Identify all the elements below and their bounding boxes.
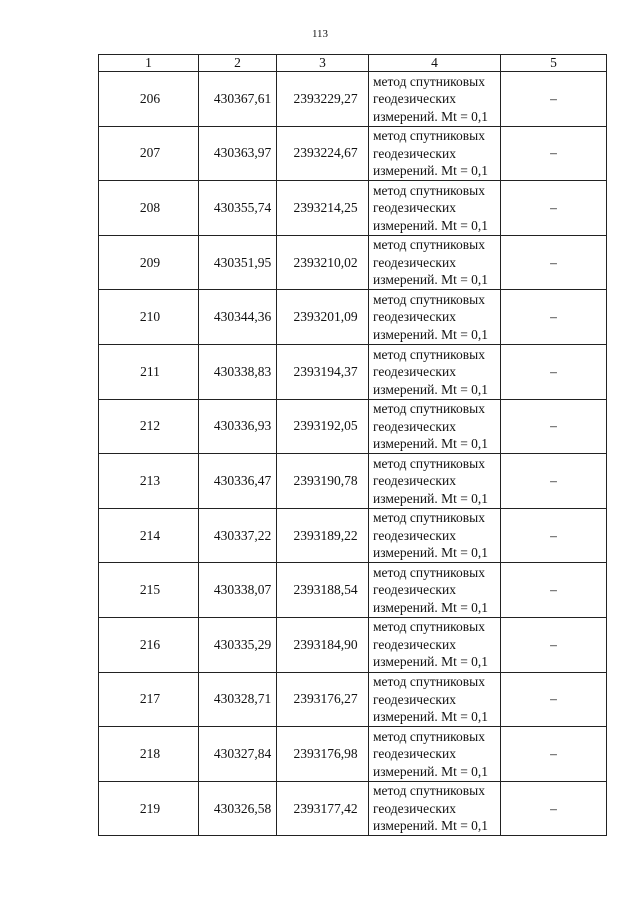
method-line: измерений. Mt = 0,1 [373,108,489,124]
method-description [369,290,501,345]
table-row [99,508,607,563]
point-number: 218 [99,727,199,782]
method-line: метод спутниковых [373,346,485,362]
table-row [99,290,607,345]
page-number: 113 [311,28,329,40]
table-row [99,72,607,127]
note-cell: – [501,563,607,618]
coordinate-x: 430355,74 [199,181,277,236]
point-number: 209 [99,235,199,290]
header-col-2: 2 [199,55,277,72]
method-line: геодезических [373,309,456,325]
coordinate-x: 430363,97 [199,126,277,181]
note-cell: – [501,290,607,345]
table-header [99,55,607,72]
method-line: метод спутниковых [373,128,485,144]
coordinate-y: 2393192,05 [277,399,369,454]
method-line: геодезических [373,691,456,707]
point-number: 206 [99,72,199,127]
coordinate-y: 2393189,22 [277,508,369,563]
method-line: метод спутниковых [373,728,485,744]
method-line: геодезических [373,582,456,598]
method-description [369,617,501,672]
note-cell: – [501,454,607,509]
method-line: геодезических [373,91,456,107]
coordinate-x: 430338,83 [199,344,277,399]
method-line: геодезических [373,418,456,434]
method-line: геодезических [373,200,456,216]
method-line: измерений. Mt = 0,1 [373,436,489,452]
method-description [369,508,501,563]
coordinate-y: 2393210,02 [277,235,369,290]
method-line: геодезических [373,364,456,380]
method-line: геодезических [373,636,456,652]
method-line: метод спутниковых [373,401,485,417]
method-line: геодезических [373,746,456,762]
method-line: измерений. Mt = 0,1 [373,763,489,779]
note-cell: – [501,344,607,399]
method-line: метод спутниковых [373,73,485,89]
method-line: измерений. Mt = 0,1 [373,490,489,506]
method-line: геодезических [373,527,456,543]
note-cell: – [501,399,607,454]
coordinate-y: 2393194,37 [277,344,369,399]
method-description [369,454,501,509]
point-number: 212 [99,399,199,454]
method-line: измерений. Mt = 0,1 [373,545,489,561]
note-cell: – [501,617,607,672]
coordinate-y: 2393176,98 [277,727,369,782]
header-col-5: 5 [501,55,607,72]
method-description [369,563,501,618]
point-number: 219 [99,781,199,836]
coordinate-y: 2393177,42 [277,781,369,836]
table-row [99,672,607,727]
header-row [99,55,607,72]
method-description [369,344,501,399]
table-row [99,563,607,618]
coordinate-x: 430351,95 [199,235,277,290]
table-row [99,181,607,236]
point-number: 211 [99,344,199,399]
method-line: метод спутниковых [373,182,485,198]
note-cell: – [501,181,607,236]
header-col-4: 4 [369,55,501,72]
point-number: 213 [99,454,199,509]
coordinates-table [98,54,607,836]
method-line: геодезических [373,254,456,270]
coordinate-y: 2393188,54 [277,563,369,618]
coordinate-y: 2393224,67 [277,126,369,181]
coordinate-y: 2393229,27 [277,72,369,127]
table-row [99,617,607,672]
method-description [369,235,501,290]
point-number: 216 [99,617,199,672]
table-row [99,344,607,399]
table-row [99,399,607,454]
coordinate-y: 2393214,25 [277,181,369,236]
method-description [369,781,501,836]
method-line: метод спутниковых [373,619,485,635]
coordinate-x: 430344,36 [199,290,277,345]
method-line: метод спутниковых [373,291,485,307]
method-line: измерений. Mt = 0,1 [373,272,489,288]
method-description [369,399,501,454]
note-cell: – [501,672,607,727]
table-body [99,72,607,836]
note-cell: – [501,126,607,181]
point-number: 207 [99,126,199,181]
coordinate-x: 430335,29 [199,617,277,672]
header-col-3: 3 [277,55,369,72]
method-line: измерений. Mt = 0,1 [373,818,489,834]
method-line: метод спутниковых [373,510,485,526]
coordinate-x: 430328,71 [199,672,277,727]
method-line: измерений. Mt = 0,1 [373,217,489,233]
coordinate-x: 430327,84 [199,727,277,782]
method-line: метод спутниковых [373,783,485,799]
note-cell: – [501,72,607,127]
coordinate-x: 430336,47 [199,454,277,509]
table-row [99,454,607,509]
method-description [369,672,501,727]
point-number: 208 [99,181,199,236]
coordinate-x: 430338,07 [199,563,277,618]
method-line: геодезических [373,473,456,489]
point-number: 214 [99,508,199,563]
method-line: измерений. Mt = 0,1 [373,381,489,397]
method-line: метод спутниковых [373,564,485,580]
coordinate-y: 2393190,78 [277,454,369,509]
method-line: измерений. Mt = 0,1 [373,163,489,179]
method-line: измерений. Mt = 0,1 [373,709,489,725]
method-line: метод спутниковых [373,237,485,253]
header-col-1: 1 [99,55,199,72]
method-line: метод спутниковых [373,674,485,690]
method-line: геодезических [373,800,456,816]
table-row [99,126,607,181]
coordinate-y: 2393201,09 [277,290,369,345]
method-line: измерений. Mt = 0,1 [373,326,489,342]
coordinate-x: 430337,22 [199,508,277,563]
note-cell: – [501,235,607,290]
note-cell: – [501,781,607,836]
coordinate-x: 430367,61 [199,72,277,127]
method-line: геодезических [373,145,456,161]
method-description [369,126,501,181]
coordinate-x: 430336,93 [199,399,277,454]
point-number: 215 [99,563,199,618]
note-cell: – [501,508,607,563]
coordinate-x: 430326,58 [199,781,277,836]
method-description [369,181,501,236]
table-row [99,727,607,782]
point-number: 210 [99,290,199,345]
method-line: измерений. Mt = 0,1 [373,599,489,615]
coordinate-y: 2393176,27 [277,672,369,727]
method-line: измерений. Mt = 0,1 [373,654,489,670]
point-number: 217 [99,672,199,727]
method-description [369,72,501,127]
note-cell: – [501,727,607,782]
table-row [99,235,607,290]
method-description [369,727,501,782]
method-line: метод спутниковых [373,455,485,471]
table-row [99,781,607,836]
coordinate-y: 2393184,90 [277,617,369,672]
